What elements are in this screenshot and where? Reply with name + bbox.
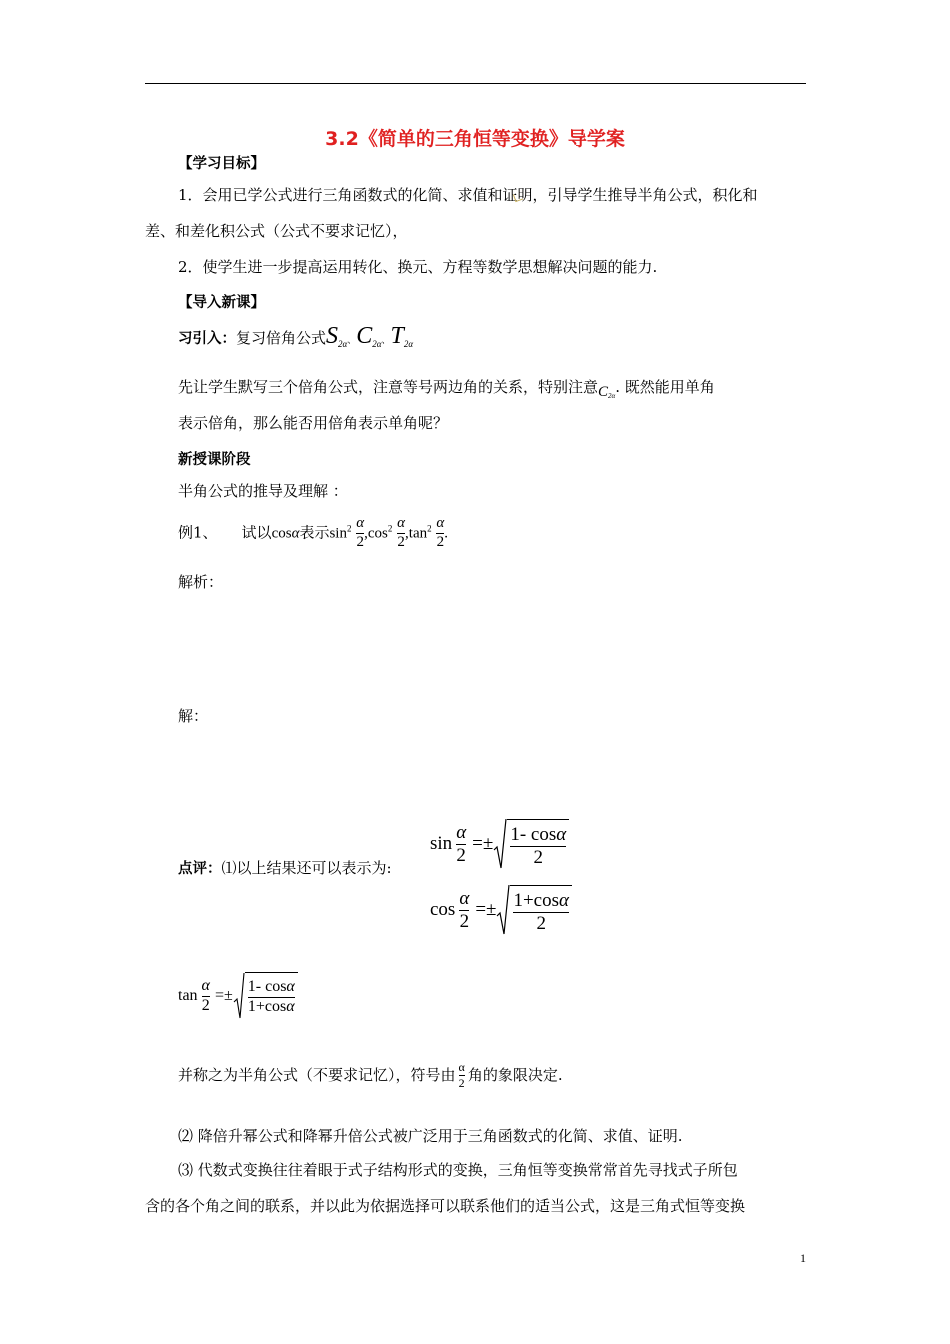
f3-den-text: 1+cos (247, 998, 287, 1015)
f3-eq: = (214, 987, 224, 1004)
f2-num-text: 1+cos (513, 889, 560, 911)
formula-S: S (326, 323, 339, 349)
point-2: ⑵ 降倍升幂公式和降幂升倍公式被广泛用于三角函数式的化简、求值、证明. (178, 1127, 683, 1145)
header-rule (145, 83, 806, 84)
f2-num-alpha: α (559, 889, 569, 911)
f3-num-text: 1- cos (247, 978, 287, 996)
f3-den-alpha: α (286, 998, 295, 1015)
comment-line (178, 858, 392, 879)
f3-pm: ± (223, 987, 233, 1004)
ex-cos-sq: 2 (387, 523, 393, 534)
f3-num-alpha: α (286, 978, 295, 996)
example-label: 例1、 (178, 523, 218, 542)
formula-C: C (356, 323, 373, 349)
ex-sin: sin (329, 525, 347, 542)
f1-num-alpha: α (556, 823, 567, 845)
example-alpha: α (291, 525, 300, 542)
f3-tan: tan (178, 987, 198, 1004)
half-note-frac (459, 1061, 465, 1089)
half-note-num: α (458, 1060, 465, 1074)
ex-frac-1 (356, 516, 364, 551)
ex-frac-1-num: α (356, 515, 365, 531)
point-3-line-1: ⑶ 代数式变换往往着眼于式子结构形式的变换，三角恒等变换常常首先寻找式子所包 (178, 1161, 738, 1179)
para-1-text-a: 先让学生默写三个倍角公式，注意等号两边角的关系，特别注意 (178, 378, 599, 396)
formula-T-sub: 2α (403, 339, 414, 349)
analysis-label: 解析： (178, 573, 224, 591)
sep-2: 、 (381, 336, 391, 346)
intro-heading: 【导入新课】 (178, 295, 265, 311)
ex-tan-sq: 2 (427, 523, 432, 534)
comment-label: 点评： (178, 861, 222, 877)
f1-den: 2 (456, 844, 466, 866)
f2-radical-icon (496, 884, 510, 936)
f3-frac (202, 978, 210, 1015)
formula-sin-half (430, 818, 569, 870)
ex-frac-1-den: 2 (356, 533, 364, 550)
half-angle-heading: 半角公式的推导及理解 ： (178, 482, 348, 500)
page-number: 1 (800, 1251, 806, 1265)
half-note-b: 角的象限决定. (467, 1066, 563, 1085)
f3-sqrt (233, 972, 298, 1020)
page-title: 3.2《简单的三角恒等变换》导学案 (325, 128, 625, 150)
ex-period: . (444, 525, 449, 542)
f1-eq: = (472, 833, 483, 854)
f1-num-text: 1- cos (510, 823, 557, 845)
formula-T: T (390, 323, 404, 349)
f1-sqrt (493, 818, 569, 870)
f2-den: 2 (459, 910, 470, 932)
example-text-2: 表示 (299, 523, 330, 542)
solution-label: 解： (178, 707, 209, 725)
example-1 (178, 516, 448, 551)
f2-den2: 2 (536, 912, 546, 934)
f2-frac (459, 889, 469, 932)
formula-cos-half (430, 884, 572, 936)
para-1-C: C (598, 384, 609, 400)
f1-den2: 2 (533, 846, 544, 868)
example-text: 试以 (241, 523, 272, 542)
half-note-a: 并称之为半角公式（不要求记忆），符号由 (178, 1066, 456, 1085)
half-note-den: 2 (458, 1075, 465, 1090)
f1-pm: ± (482, 833, 494, 854)
f1-radical-icon (493, 818, 507, 870)
ex-frac-2 (397, 516, 405, 551)
intro-text: 复习倍角公式 (236, 329, 327, 347)
f1-frac (456, 823, 466, 866)
goal-1-line-1: 1．会用已学公式进行三角函数式的化简、求值和证明，引导学生推导半角公式，积化和 (178, 186, 758, 204)
intro-line (178, 323, 414, 354)
formula-S-sub: 2α (338, 339, 348, 349)
ex-frac-3-num: α (436, 515, 445, 531)
goal-1-line-2: 差、和差化积公式（公式不要求记忆）， (145, 222, 408, 240)
para-1-text-b: . 既然能用单角 (615, 378, 715, 396)
point-3-line-2: 含的各个角之间的联系，并以此为依据选择可以联系他们的适当公式，这是三角式恒等变换 (145, 1197, 746, 1215)
f2-eq: = (475, 899, 487, 920)
sep-1: 、 (347, 336, 357, 346)
ex-tan: tan (408, 525, 428, 542)
ex-frac-2-num: α (397, 515, 406, 531)
comment-text: ⑴以上结果还可以表示为: (221, 859, 392, 877)
f3-radical-icon (233, 972, 245, 1020)
ex-comma-2: , (405, 525, 409, 542)
f2-pm: ± (486, 899, 497, 920)
para-1-line-2: 表示倍角，那么能否用倍角表示单角呢？ (178, 414, 449, 432)
intro-label: 习引入： (178, 331, 236, 347)
f2-sqrt (496, 884, 572, 936)
ex-frac-3-den: 2 (436, 533, 445, 550)
ex-comma-1: , (364, 525, 368, 542)
formula-C-sub: 2α (372, 339, 382, 349)
formula-tan-half (178, 972, 298, 1020)
ex-frac-2-den: 2 (397, 533, 405, 550)
f2-cos: cos (430, 899, 456, 920)
f2-num: α (459, 887, 470, 909)
f3-num: α (201, 976, 210, 994)
example-cos: cos (271, 525, 292, 542)
ex-sin-sq: 2 (346, 523, 352, 534)
f1-num: α (456, 821, 467, 843)
para-1-line-1 (178, 377, 715, 406)
goal-2: 2．使学生进一步提高运用转化、换元、方程等数学思想解决问题的能力. (178, 258, 658, 276)
new-lesson-heading: 新授课阶段 (178, 452, 251, 468)
f1-sin: sin (430, 833, 453, 854)
half-formula-note (178, 1061, 563, 1089)
para-1-C-sub: 2α (608, 392, 616, 400)
f3-den: 2 (201, 996, 210, 1014)
goals-heading: 【学习目标】 (178, 156, 265, 172)
ex-cos: cos (367, 525, 388, 542)
